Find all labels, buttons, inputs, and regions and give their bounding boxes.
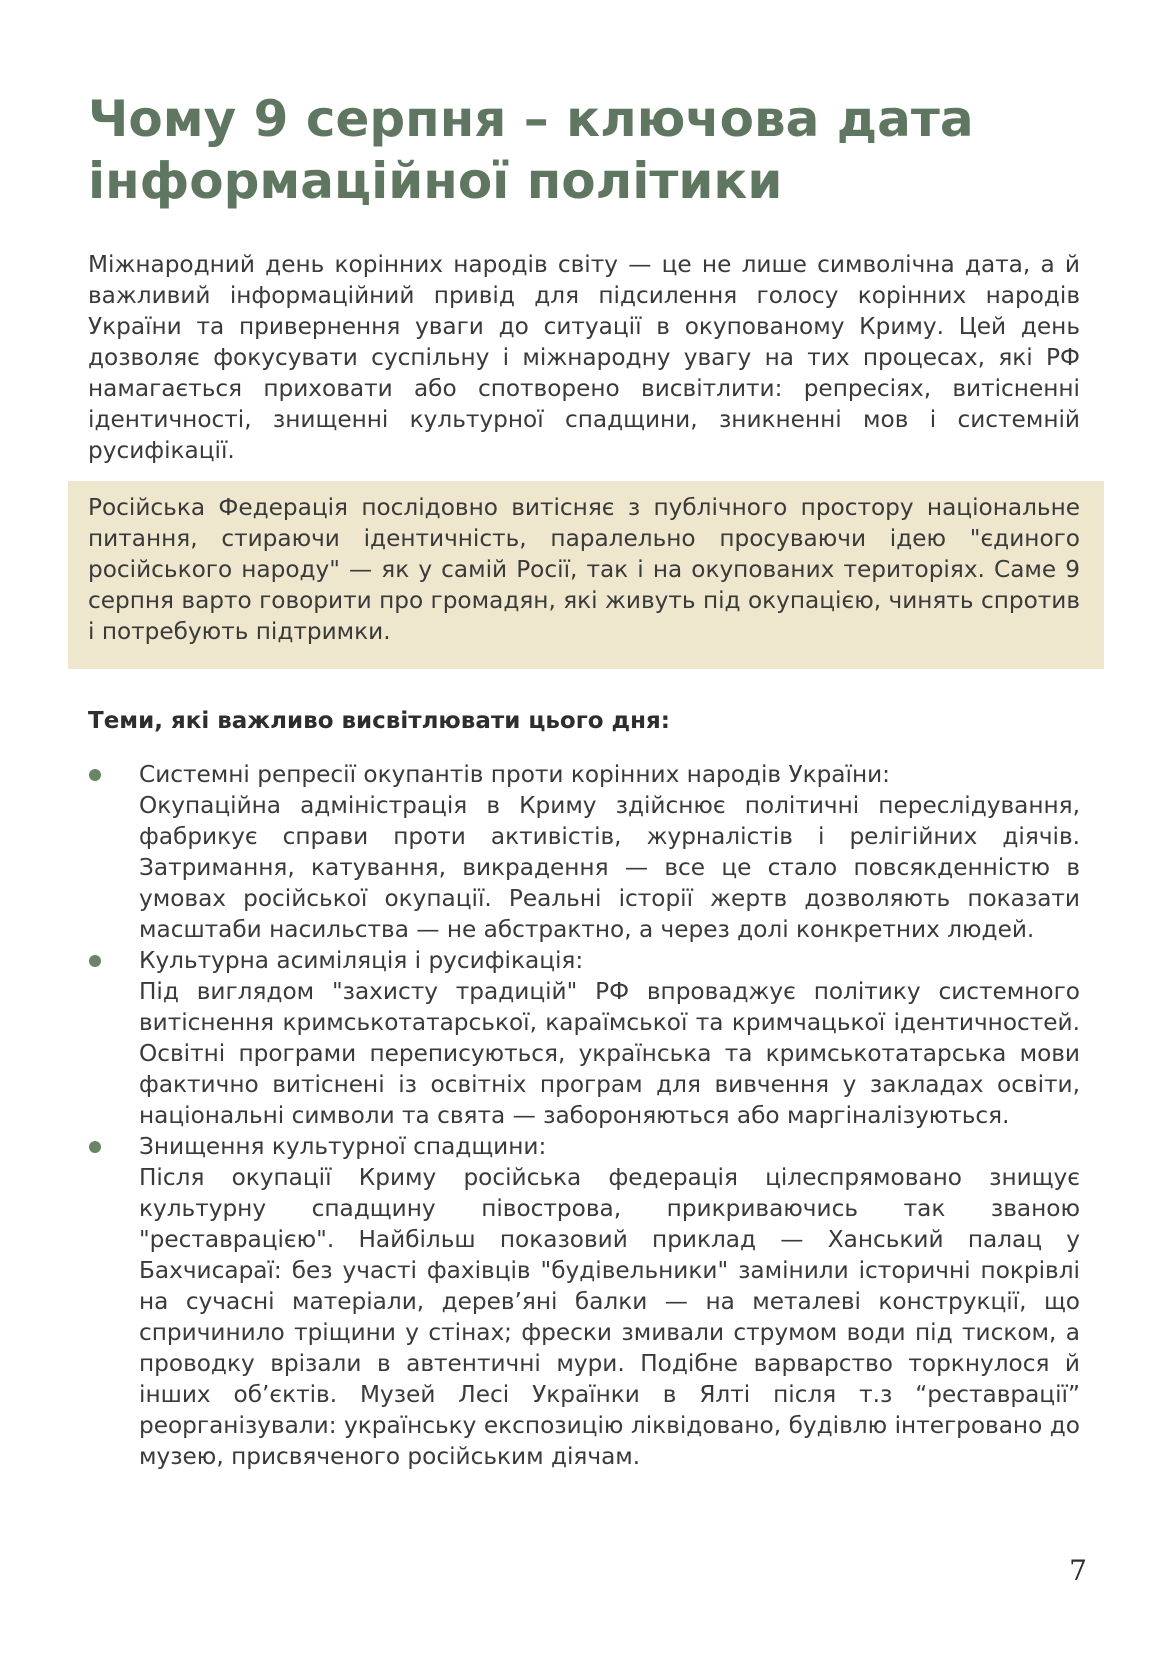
page-number: 7: [1069, 1554, 1087, 1587]
topic-body: Після окупації Криму російська федерація цілеспрямовано знищує культурну спадщину півострова, прикриваючись так званою "реставрацією". Найбільш показовий приклад — Ханський палац у Бахчисараї: без участі фахівців "будівельники" замінили історичні покрівлі на сучасні матеріали, дерев’яні балки — на металеві конструкції, що спричинило тріщини у стінах; фрески змивали струмом води під тиском, а проводку врізали в автентичні мури. Подібне варварство торкнулося й інших об’єктів. Музей Лесі Українки в Ялті після т.з “реставрації” реорганізували: українську експозицію ліквідовано, будівлю інтегровано до музею, присвяченого російським діячам.: [139, 1164, 1080, 1470]
topic-title: Системні репресії окупантів проти корінних народів України:: [139, 761, 890, 788]
bullet-dot-icon: [89, 769, 101, 781]
callout-text: Російська Федерація послідовно витісняє з публічного простору національне питання, стираючи ідентичність, паралельно просуваючи ідею "єдиного російського народу" — як у самій Росії, так і на окупованих територіях. Саме 9 серпня варто говорити про громадян, які живуть під окупацією, чинять спротив і потребують підтримки.: [88, 494, 1080, 645]
topics-list: [88, 759, 1080, 1472]
topic-item-repressions: [88, 759, 1080, 945]
page-title: Чому 9 серпня – ключова дата інформаційної політики: [88, 90, 974, 210]
intro-paragraph: Міжнародний день корінних народів світу — це не лише символічна дата, а й важливий інформаційний привід для підсилення голосу корінних народів України та привернення уваги до ситуації в окупованому Криму. Цей день дозволяє фокусувати суспільну і міжнародну увагу на тих процесах, які РФ намагається приховати або спотворено висвітлити: репресіях, витісненні ідентичності, знищенні культурної спадщини, зникненні мов і системній русифікації.: [88, 251, 1080, 464]
topic-body: Окупаційна адміністрація в Криму здійснює політичні переслідування, фабрикує справи проти активістів, журналістів і релігійних діячів. Затримання, катування, викрадення — все це стало повсякденністю в умовах російської окупації. Реальні історії жертв дозволяють показати масштаби насильства — не абстрактно, а через долі конкретних людей.: [139, 792, 1080, 943]
topic-item-assimilation: [88, 945, 1080, 1131]
bullet-dot-icon: [89, 1141, 101, 1153]
highlight-callout: [68, 481, 1104, 669]
topic-body: Під виглядом "захисту традицій" РФ впроваджує політику системного витіснення кримськотатарської, караїмської та кримчацької ідентичностей. Освітні програми переписуються, українська та кримськотатарська мови фактично витіснені із освітніх програм для вивчення у закладах освіти, національні символи та свята — забороняються або маргіналізуються.: [139, 978, 1080, 1129]
topic-title: Знищення культурної спадщини:: [139, 1133, 547, 1160]
topic-item-heritage: [88, 1131, 1080, 1472]
topic-title: Культурна асиміляція і русифікація:: [139, 947, 584, 974]
topics-heading: Теми, які важливо висвітлювати цього дня:: [88, 708, 670, 734]
bullet-dot-icon: [89, 955, 101, 967]
